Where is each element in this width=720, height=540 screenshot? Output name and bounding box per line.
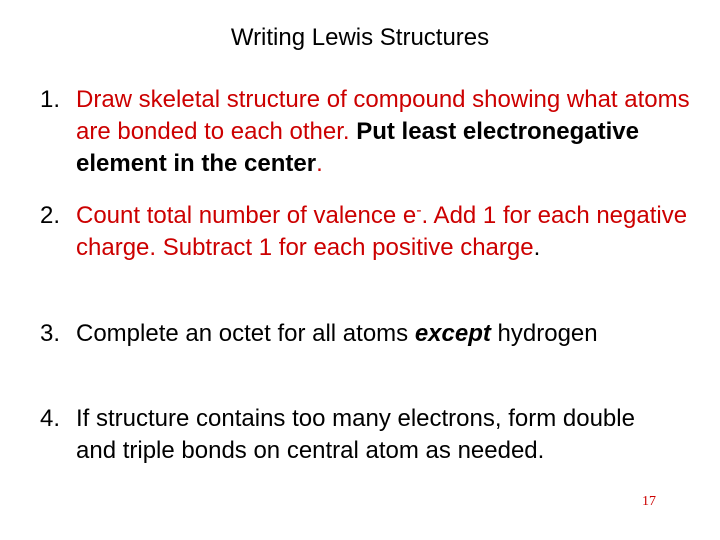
step-number: 1. xyxy=(40,86,61,113)
step-body xyxy=(76,200,700,264)
step-body xyxy=(76,318,700,350)
step-text-continued: hydrogen xyxy=(490,320,598,347)
page-number: 17 xyxy=(642,494,656,509)
step-1 xyxy=(40,84,700,180)
step-number: 2. xyxy=(40,202,61,229)
step-emphasis: Put least electronegative element in the center xyxy=(76,118,639,177)
slide-title: Writing Lewis Structures xyxy=(230,24,490,51)
step-body xyxy=(76,403,656,467)
step-text: If structure contains too many electrons, form double and triple bonds on central atom as needed. xyxy=(76,405,635,464)
step-text: Count total number of valence e xyxy=(76,202,417,229)
step-number: 4. xyxy=(40,405,61,432)
step-text-continued: . Add 1 for each negative charge. Subtract 1 for each positive charge xyxy=(76,202,688,261)
step-emphasis: except xyxy=(414,320,491,347)
step-body xyxy=(76,84,700,180)
step-2 xyxy=(40,200,700,264)
step-4 xyxy=(40,403,700,467)
step-text: Draw skeletal structure of compound showing what atoms are bonded to each other. xyxy=(76,86,690,145)
step-3 xyxy=(40,318,700,350)
step-punctuation: . xyxy=(533,234,541,261)
step-text: Complete an octet for all atoms xyxy=(76,320,415,347)
step-punctuation: . xyxy=(316,150,323,177)
step-number: 3. xyxy=(40,320,61,347)
superscript-charge: - xyxy=(416,202,422,219)
